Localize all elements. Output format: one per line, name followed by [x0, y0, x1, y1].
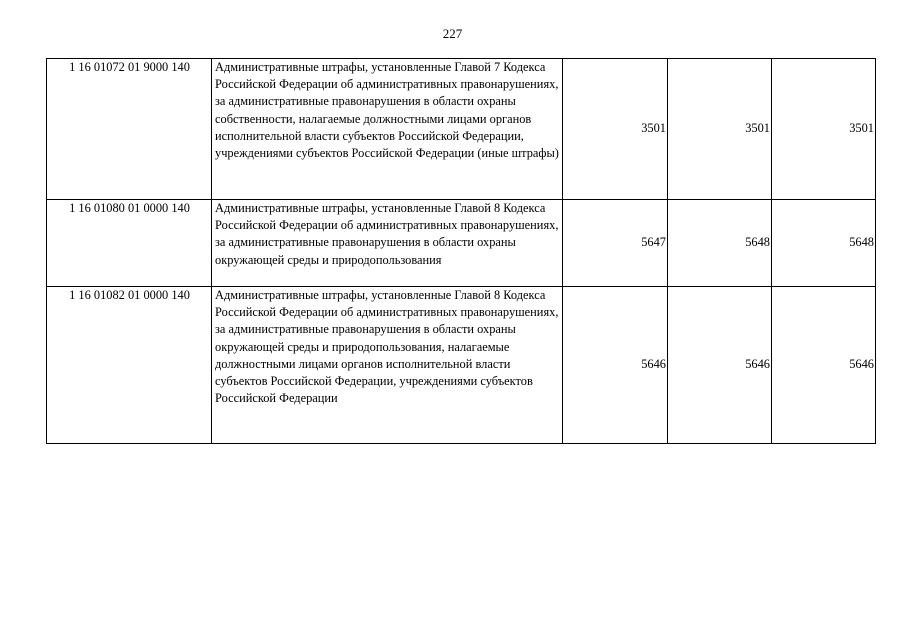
- value-cell-year-2: 5648: [668, 200, 772, 287]
- value-cell-year-2: 5646: [668, 287, 772, 444]
- description-cell: Административные штрафы, установленные Главой 8 Кодекса Российской Федерации об административных правонарушениях, за административные правонарушения в области охраны окружающей среды и природопользования: [212, 200, 563, 287]
- value-cell-year-3: 5646: [772, 287, 876, 444]
- description-cell: Административные штрафы, установленные Главой 8 Кодекса Российской Федерации об административных правонарушениях, за административные правонарушения в области охраны окружающей среды и природопользования, налагаемые должностными лицами органов исполнительной власти субъектов Российской Федерации, учреждениями субъектов Российской Федерации: [212, 287, 563, 444]
- page-number: 227: [442, 26, 463, 41]
- budget-code-cell: 1 16 01072 01 9000 140: [47, 59, 212, 200]
- value-cell-year-3: 3501: [772, 59, 876, 200]
- table-row: [47, 59, 876, 200]
- value-cell-year-1: 5646: [563, 287, 668, 444]
- value-cell-year-1: 3501: [563, 59, 668, 200]
- value-cell-year-3: 5648: [772, 200, 876, 287]
- budget-code-cell: 1 16 01080 01 0000 140: [47, 200, 212, 287]
- value-cell-year-2: 3501: [668, 59, 772, 200]
- table-row: [47, 200, 876, 287]
- description-cell: Административные штрафы, установленные Главой 7 Кодекса Российской Федерации об административных правонарушениях, за административные правонарушения в области охраны собственности, налагаемые должностными лицами органов исполнительной власти субъектов Российской Федерации, учреждениями субъектов Российской Федерации (иные штрафы): [212, 59, 563, 200]
- budget-table: [46, 58, 876, 444]
- value-cell-year-1: 5647: [563, 200, 668, 287]
- table-row: [47, 287, 876, 444]
- budget-code-cell: 1 16 01082 01 0000 140: [47, 287, 212, 444]
